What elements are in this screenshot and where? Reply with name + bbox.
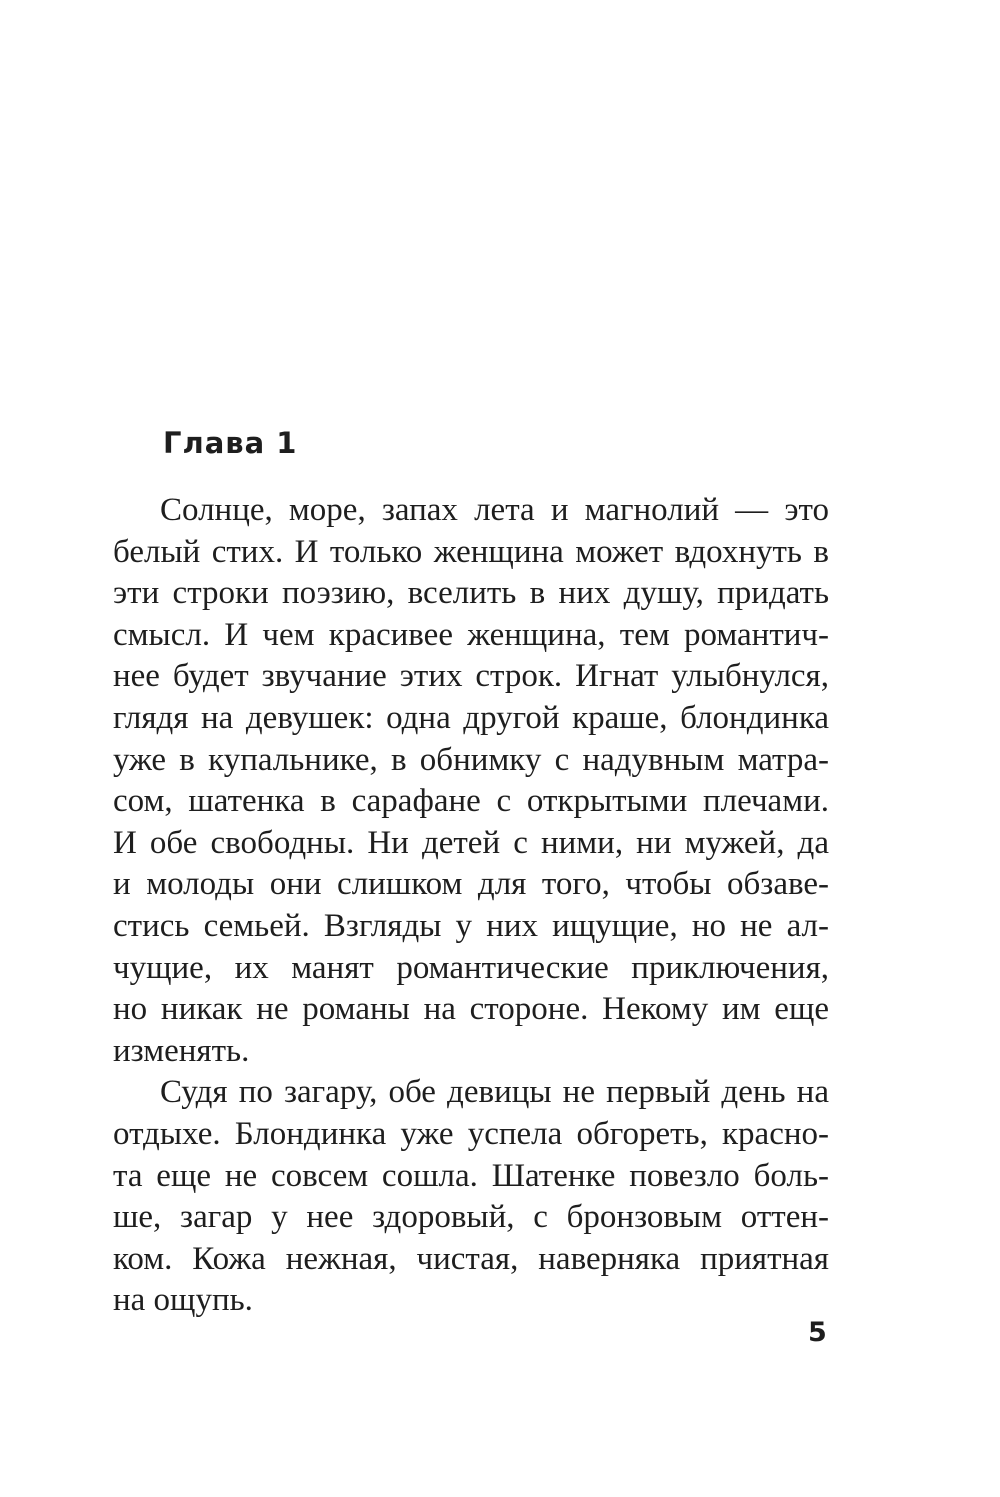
text-line: смысл. И чем красивее женщина, тем романтич-: [113, 616, 829, 653]
text-line: ком. Кожа нежная, чистая, наверняка приятная: [113, 1240, 829, 1277]
page-number: 5: [808, 1317, 827, 1348]
text-line: на ощупь.: [113, 1282, 253, 1319]
text-line: изменять.: [113, 1032, 250, 1069]
chapter-title: Глава 1: [163, 426, 298, 460]
text-line: И обе свободны. Ни детей с ними, ни мужей, да: [113, 824, 829, 861]
text-line: уже в купальнике, в обнимку с надувным матра-: [113, 741, 829, 778]
text-line: стись семьей. Взгляды у них ищущие, но не ал-: [113, 907, 829, 944]
text-line: Солнце, море, запах лета и магнолий — это: [160, 492, 829, 528]
text-line: сом, шатенка в сарафане с открытыми плечами.: [113, 783, 829, 820]
text-line: нее будет звучание этих строк. Игнат улыбнулся,: [113, 658, 829, 695]
text-line: эти строки поэзию, вселить в них душу, придать: [113, 575, 829, 612]
text-line: та еще не совсем сошла. Шатенке повезло боль-: [113, 1157, 829, 1194]
text-line: белый стих. И только женщина может вдохнуть в: [113, 533, 829, 570]
text-line: но никак не романы на стороне. Некому им еще: [113, 991, 829, 1028]
text-line: чущие, их манят романтические приключения,: [113, 949, 829, 986]
text-line: ше, загар у нее здоровый, с бронзовым оттен-: [113, 1199, 829, 1236]
paragraph-2: [113, 1072, 829, 1322]
text-line: глядя на девушек: одна другой краше, блондинка: [113, 699, 829, 736]
text-line: отдыхе. Блондинка уже успела обгореть, красно-: [113, 1115, 829, 1152]
text-line: и молоды они слишком для того, чтобы обзаве-: [113, 866, 829, 903]
body-text: [113, 490, 829, 1322]
paragraph-1: [113, 490, 829, 1072]
text-line: Судя по загару, обе девицы не первый день на: [160, 1074, 829, 1111]
